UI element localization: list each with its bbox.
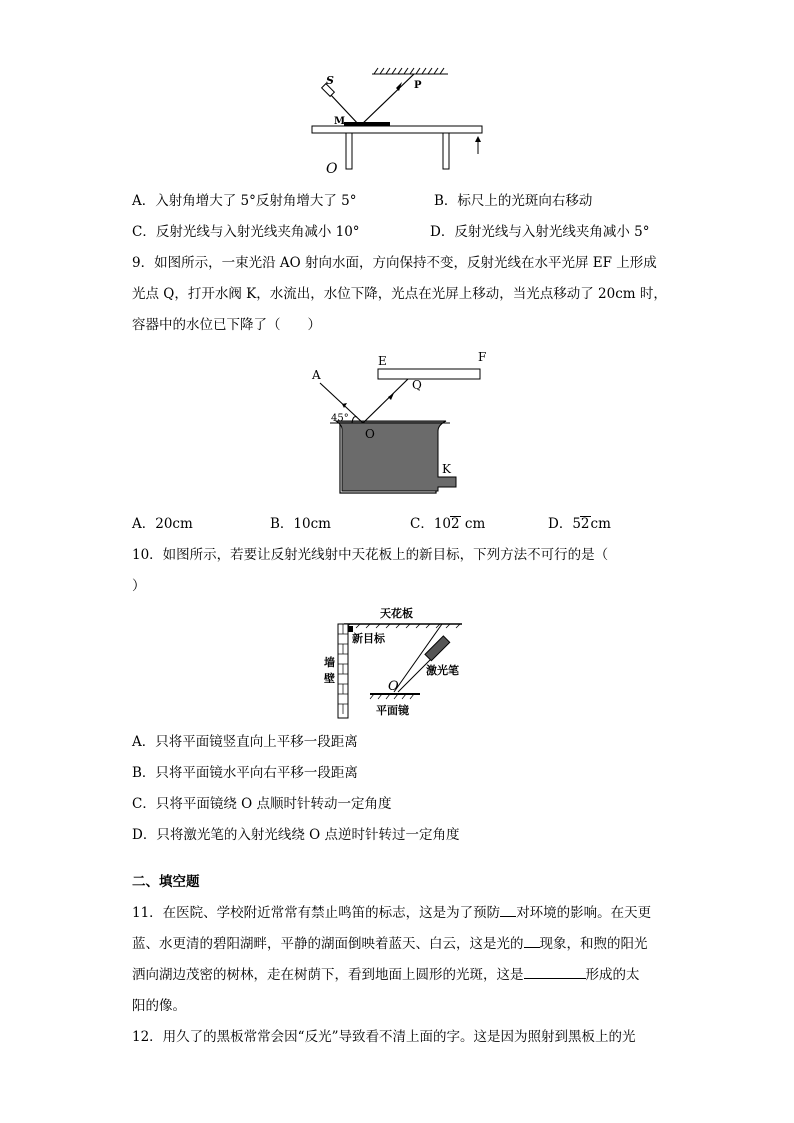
q11-blank-1[interactable] [500, 916, 516, 917]
reflected-ray [394, 624, 442, 692]
screen-ef [378, 369, 480, 379]
laser-pen [425, 636, 450, 661]
q11-line3 [132, 965, 640, 985]
q11-line3-b: 形成的太 [585, 967, 640, 983]
q9-option-d [548, 514, 611, 534]
q12-line1: 12．用久了的黑板常常会因“反光”导致看不清上面的字。这是因为照射到黑板上的光 [132, 1029, 636, 1045]
q9-figure [300, 345, 487, 500]
water-body [336, 421, 456, 491]
fig8-label-s: S [326, 74, 334, 87]
q9-option-d-suffix: cm [590, 516, 611, 532]
q11-line1-a: 11．在医院、学校附近常常有禁止鸣笛的标志，这是为了预防 [132, 905, 501, 921]
reflected-ray [363, 379, 408, 423]
fig10-label-ceiling: 天花板 [380, 607, 413, 620]
q10-figure [322, 604, 472, 720]
mirror [344, 122, 390, 126]
q9-stem-line2: 光点 Q，打开水阀 K，水流出，水位下降，光点在光屏上移动，当光点移动了 20cm 时， [132, 286, 667, 302]
q8-option-d: D．反射光线与入射光线夹角减小 5° [430, 224, 650, 240]
fig8-label-m: M [334, 116, 346, 127]
fig10-label-laser: 激光笔 [426, 664, 459, 677]
q10-stem-line2: ） [132, 578, 146, 594]
table-leg-right [443, 133, 449, 169]
q10-option-d: D．只将激光笔的入射光线绕 O 点逆时针转过一定角度 [132, 827, 460, 843]
q11-blank-3[interactable] [524, 978, 586, 979]
q9-option-d-root: 2 [580, 516, 590, 532]
table-top [312, 126, 482, 133]
fig9-label-k: K [442, 462, 451, 476]
q9-option-c [410, 514, 485, 534]
q11-line2 [132, 934, 648, 954]
q11-line1 [132, 903, 651, 923]
fig9-label-a: A [312, 368, 321, 382]
q10-stem-line1: 10．如图所示，若要让反射光线射中天花板上的新目标，下列方法不可行的是（ [132, 547, 609, 563]
q9-option-d-prefix: D．5 [548, 516, 581, 532]
q10-option-a: A．只将平面镜竖直向上平移一段距离 [132, 734, 358, 750]
q8-figure [300, 62, 490, 180]
q9-option-c-prefix: C．10 [410, 516, 452, 532]
fig10-label-o: O [388, 679, 399, 694]
q10-option-c: C．只将平面镜绕 O 点顺时针转动一定角度 [132, 796, 392, 812]
q9-option-b: B．10cm [270, 516, 331, 532]
table-leg-left [346, 133, 352, 169]
fig9-label-angle: 45° [331, 413, 349, 424]
fig9-label-e: E [378, 354, 387, 368]
q10-option-b: B．只将平面镜水平向右平移一段距离 [132, 765, 358, 781]
q11-line4: 阳的像。 [132, 998, 186, 1014]
q9-option-a: A．20cm [132, 516, 193, 532]
q9-stem-line3: 容器中的水位已下降了（ ） [132, 317, 321, 333]
q11-line2-a: 蓝、水更清的碧阳湖畔，平静的湖面倒映着蓝天、白云，这是光的 [132, 936, 524, 952]
fig9-label-q: Q [412, 378, 422, 392]
q11-line3-a: 洒向湖边茂密的树林，走在树荫下，看到地面上圆形的光斑，这是 [132, 967, 524, 983]
q8-option-c: C．反射光线与入射光线夹角减小 10° [132, 224, 360, 240]
section-title: 二、填空题 [132, 874, 200, 890]
q9-stem-line1: 9．如图所示，一束光沿 AO 射向水面，方向保持不变，反射光线在水平光屏 EF 上形成 [132, 255, 657, 271]
q9-option-c-root: 2 [451, 516, 460, 532]
fig8-label-p: P [414, 80, 422, 91]
q9-option-c-suffix: cm [460, 516, 486, 532]
fig10-label-mirror: 平面镜 [376, 704, 409, 717]
q8-option-a: A．入射角增大了 5°反射角增大了 5° [132, 193, 357, 209]
reflected-ray [360, 74, 414, 126]
ceiling-hatch [372, 68, 448, 74]
fig10-label-target: 新目标 [352, 632, 385, 645]
q11-blank-2[interactable] [524, 947, 540, 948]
q11-line1-b: 对环境的影响。在天更 [516, 905, 652, 921]
fig10-label-wall-1: 墙 [324, 656, 335, 669]
fig9-label-o: O [365, 427, 375, 441]
q8-option-b: B．标尺上的光斑向右移动 [434, 193, 593, 209]
fig10-label-wall-2: 壁 [324, 672, 335, 685]
fig9-label-f: F [478, 350, 487, 364]
fig8-label-o: O [326, 161, 338, 177]
q11-line2-b: 现象，和煦的阳光 [539, 936, 648, 952]
